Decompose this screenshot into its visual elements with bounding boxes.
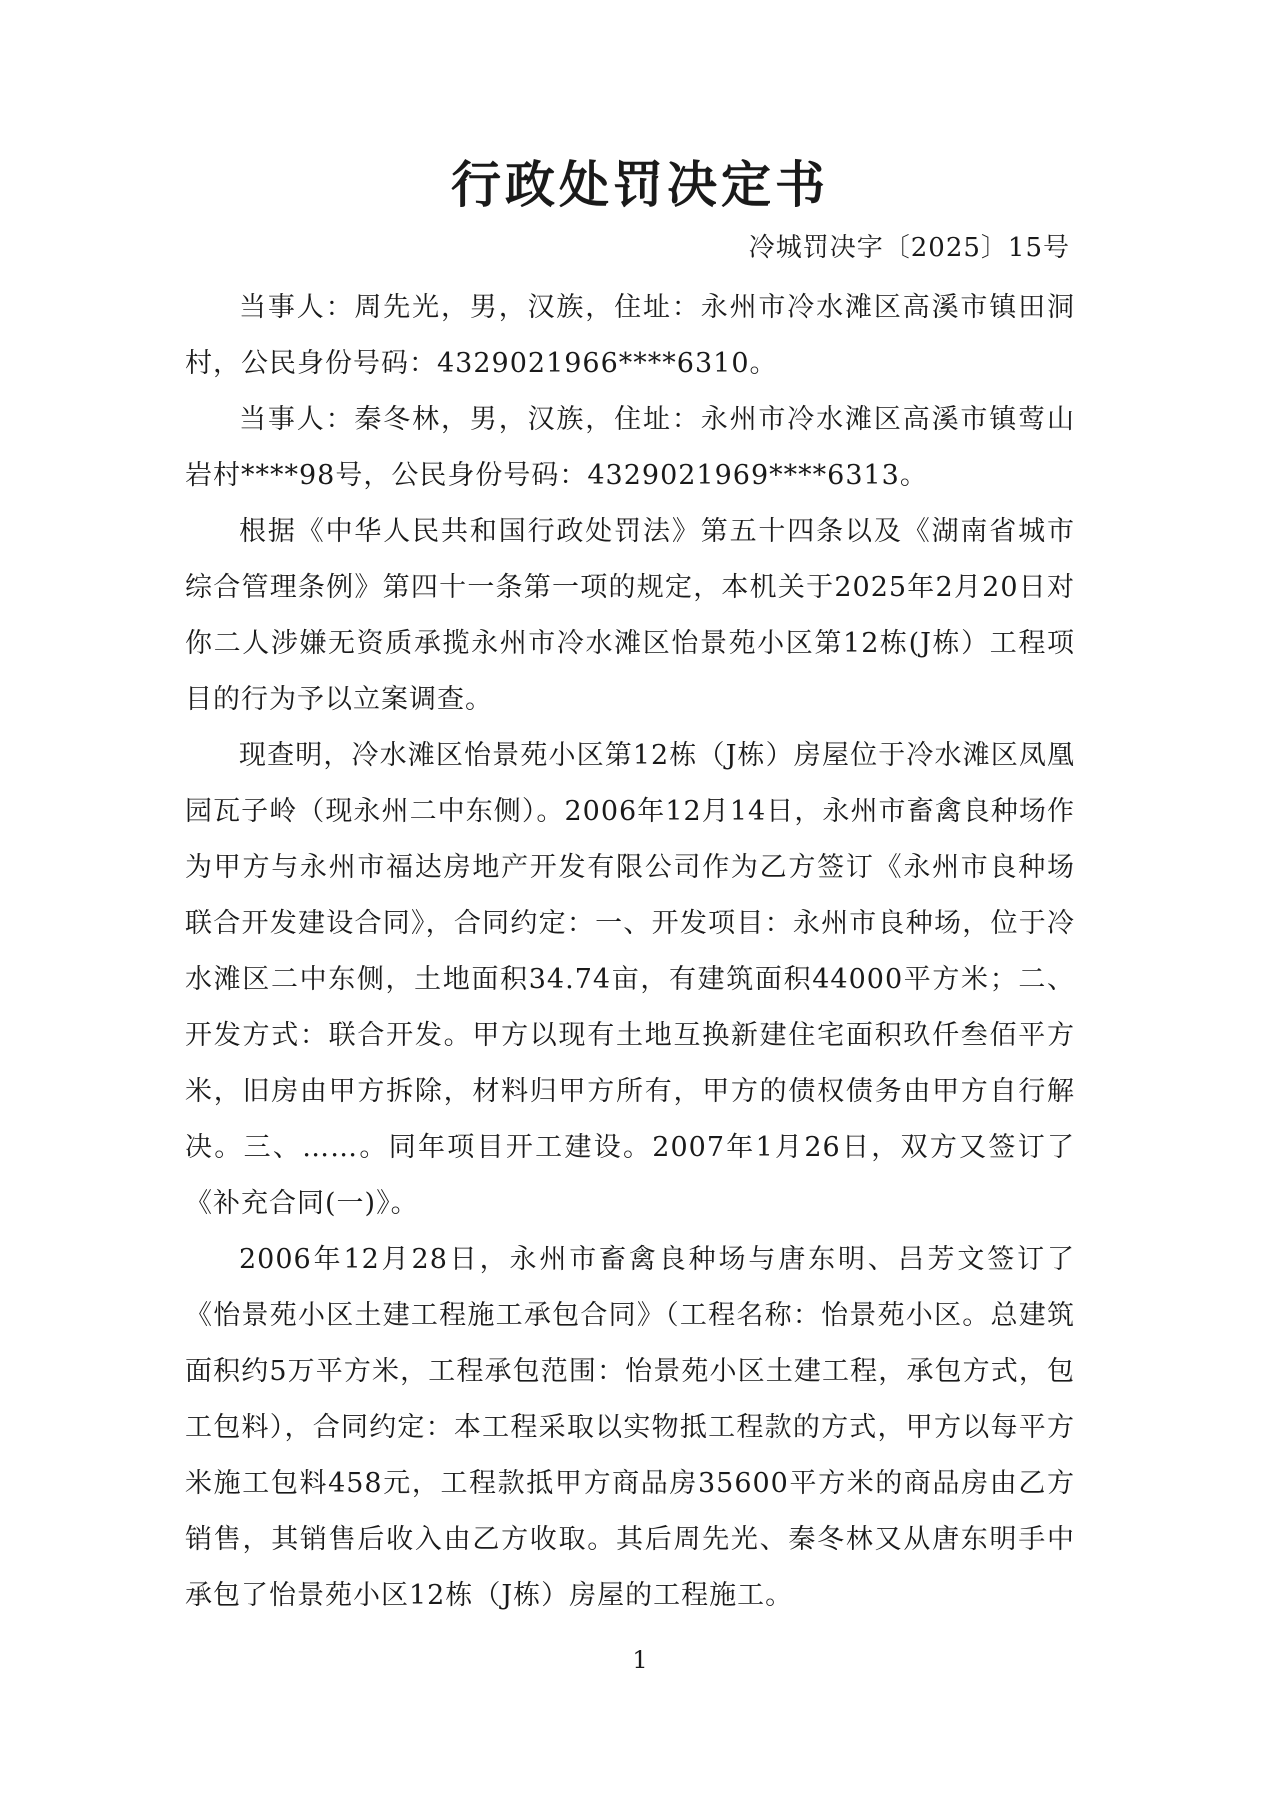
document-number: 冷城罚决字〔2025〕15号 [748, 233, 1070, 263]
legal-basis-paragraph: 根据《中华人民共和国行政处罚法》第五十四条以及《湖南省城市综合管理条例》第四十一条第一项的规定，本机关于2025年2月20日对你二人涉嫌无资质承揽永州市冷水滩区怡景苑小区第12栋(J栋）工程项目的行为予以立案调查。 [185, 516, 1075, 715]
party-1-paragraph: 当事人：周先光，男，汉族，住址：永州市冷水滩区高溪市镇田洞村，公民身份号码：4329021966****6310。 [185, 292, 1075, 379]
party-2-paragraph: 当事人：秦冬林，男，汉族，住址：永州市冷水滩区高溪市镇莺山岩村****98号，公民身份号码：4329021969****6313。 [185, 404, 1075, 491]
findings-paragraph: 现查明，冷水滩区怡景苑小区第12栋（J栋）房屋位于冷水滩区凤凰园瓦子岭（现永州二中东侧）。2006年12月14日，永州市畜禽良种场作为甲方与永州市福达房地产开发有限公司作为乙方签订《永州市良种场联合开发建设合同》，合同约定：一、开发项目：永州市良种场，位于冷水滩区二中东侧，土地面积34.74亩，有建筑面积44000平方米；二、开发方式：联合开发。甲方以现有土地互换新建住宅面积玖仟叁佰平方米，旧房由甲方拆除，材料归甲方所有，甲方的债权债务由甲方自行解决。三、……。同年项目开工建设。2007年1月26日，双方又签订了《补充合同(一)》。 [185, 740, 1075, 1219]
contract-paragraph: 2006年12月28日，永州市畜禽良种场与唐东明、吕芳文签订了《怡景苑小区土建工程施工承包合同》（工程名称：怡景苑小区。总建筑面积约5万平方米，工程承包范围：怡景苑小区土建工程，承包方式，包工包料），合同约定：本工程采取以实物抵工程款的方式，甲方以每平方米施工包料458元，工程款抵甲方商品房35600平方米的商品房由乙方销售，其销售后收入由乙方收取。其后周先光、秦冬林又从唐东明手中承包了怡景苑小区12栋（J栋）房屋的工程施工。 [185, 1244, 1075, 1611]
page-number: 1 [632, 1646, 648, 1674]
document-body [185, 280, 1075, 1624]
document-title: 行政处罚决定书 [451, 155, 829, 214]
